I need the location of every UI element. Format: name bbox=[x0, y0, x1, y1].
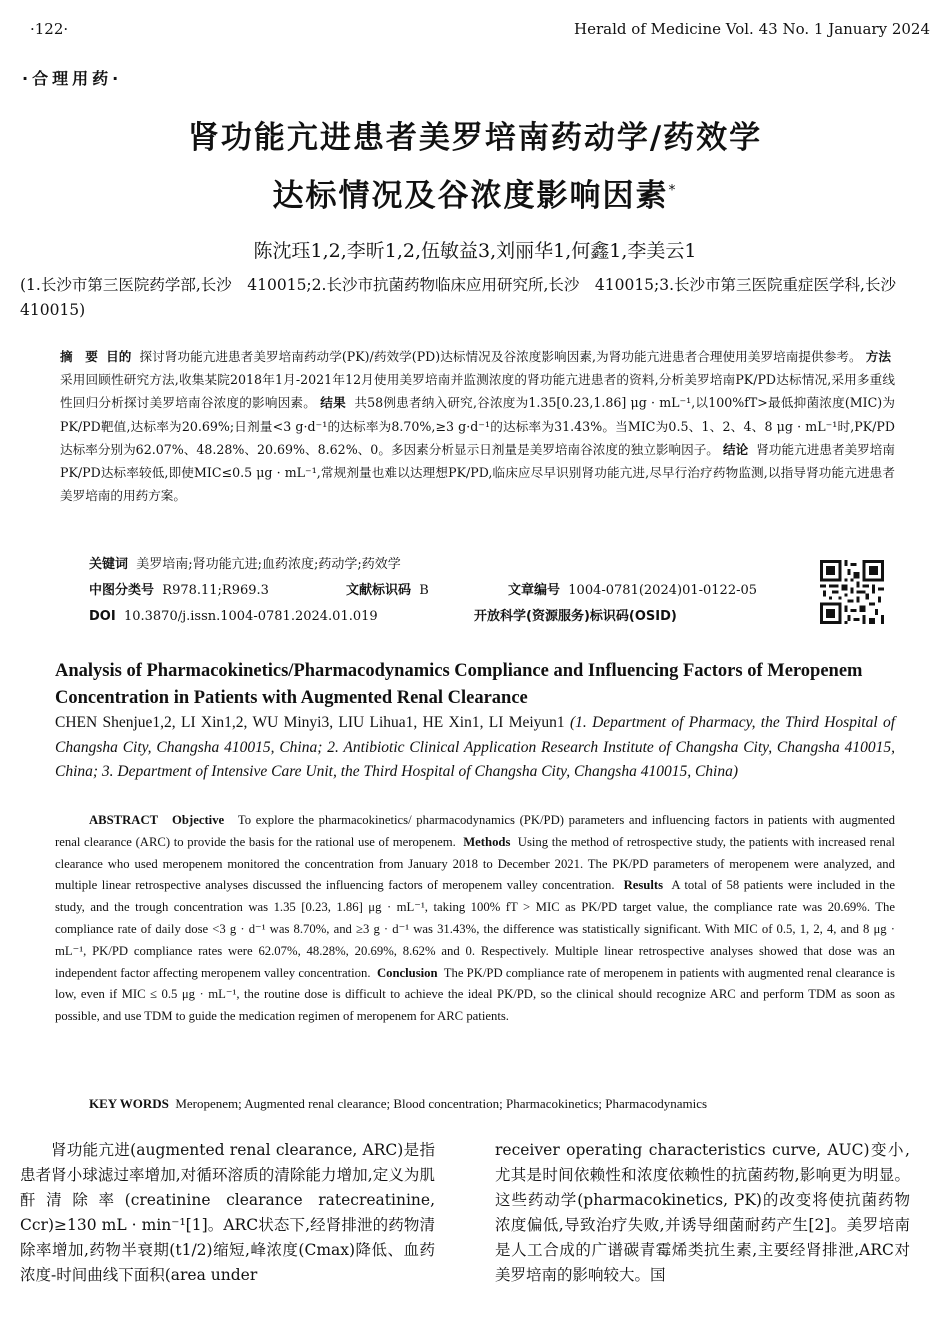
qr-code-icon bbox=[820, 560, 884, 624]
page-number: ·122· bbox=[30, 20, 69, 38]
abstract-cn bbox=[60, 345, 895, 507]
methods-label: 方法 bbox=[865, 349, 891, 364]
authors-en bbox=[55, 711, 895, 785]
abstract-label: 摘 要 bbox=[60, 349, 98, 364]
title-cn-line1: 肾功能亢进患者美罗培南药动学/药效学 bbox=[187, 120, 763, 156]
osid-label: 开放科学(资源服务)标识码(OSID) bbox=[474, 609, 677, 624]
conclusion-en-label: Conclusion bbox=[376, 965, 438, 980]
methods-en-text: Using the method of retrospective study, the patients with increased renal clearance who used meropenem monitored the concentration from January 2018 to December 2021. The PK/PD parameters of meropenem were analyzed, and multiple linear retrospective analyses discussed the influencing factors of meropenem valley concentration. bbox=[55, 834, 896, 893]
objective-en-label: Objective bbox=[172, 813, 225, 827]
affiliation-en: (1. Department of Pharmacy, the Third Hospital of Changsha City, Changsha 410015, China; 2. Antibiotic Clinical Application Research Institute of Changsha City, Changsha 410015, China; 3. Department of Intensive Care Unit, the Third Hospital of Changsha City, Changsha 410015, China) bbox=[55, 714, 895, 780]
conclusion-label: 结论 bbox=[722, 441, 749, 457]
keywords-cn: 关键词 美罗培南;肾功能亢进;血药浓度;药动学;药效学 bbox=[89, 557, 401, 572]
affiliation-cn: (1.长沙市第三医院药学部,长沙 410015;2.长沙市抗菌药物临床应用研究所,长沙 410015;3.长沙市第三医院重症医学科,长沙 410015) bbox=[20, 276, 912, 319]
body-column-left: 肾功能亢进(augmented renal clearance, ARC)是指患者肾小球滤过率增加,对循环溶质的清除能力增加,定义为肌酐清除率(creatinine clearance ratecreatinine, Ccr)≥130 mL · min⁻¹[1]。ARC状态下,经肾排泄的药物清除率增加,药物半衰期(t1/2)缩短,峰浓度(Cmax)降低、血药浓度-时间曲线下面积(area under bbox=[20, 1141, 435, 1284]
title-footnote-mark: * bbox=[668, 182, 678, 199]
abstract-en bbox=[55, 810, 895, 1028]
results-text: 共58例患者纳入研究,谷浓度为1.35[0.23,1.86] μg · mL⁻¹,以100%fT>最低抑菌浓度(MIC)为PK/PD靶值,达标率为20.69%;日剂量<3 g·d⁻¹的达标率为8.70%,≥3 g·d⁻¹的达标率为31.43%。当MIC为0.5、1、2、4、8 μg · mL⁻¹时,PK/PD达标率分别为62.07%、48.28%、20.69%、8.62%、0。多因素分析显示日剂量是美罗培南谷浓度的独立影响因子。 bbox=[60, 395, 896, 457]
title-en: Analysis of Pharmacokinetics/Pharmacodynamics Compliance and Influencing Factors of Meropenem Concentration in Patients with Augmented Renal Clearance bbox=[55, 661, 863, 708]
authors-en-names: CHEN Shenjue1,2, LI Xin1,2, WU Minyi3, LIU Lihua1, HE Xin1, LI Meiyun1 bbox=[55, 714, 565, 731]
conclusion-text: 肾功能亢进患者美罗培南PK/PD达标率较低,即使MIC≤0.5 μg · mL⁻¹,常规剂量也难以达理想PK/PD,临床应尽早识别肾功能亢进,尽早行治疗药物监测,以指导肾功能亢进患者美罗培南的用药方案。 bbox=[60, 441, 896, 504]
journal-header: Herald of Medicine Vol. 43 No. 1 January 2024 bbox=[574, 20, 930, 38]
results-en-text: A total of 58 patients were included in the study, and the trough concentration was 1.35 [0.23, 1.86] μg · mL⁻¹, taking 100% fT > MIC as PK/PD target value, the compliance rate was 20.69%. The compliance rate of daily dose <3 g · d⁻¹ was 8.70%, and ≥3 g · d⁻¹ was 31.43%, the difference was statistically significant. With MIC of 0.5, 1, 2, 4, and 8 μg · mL⁻¹, PK/PD compliance rates were 62.07%, 48.28%, 20.69%, 8.62% and 0. Respectively. Multiple linear retrospective analyses showed that dose was an independent factor affecting meropenem valley concentration. bbox=[55, 878, 895, 980]
conclusion-en-text: The PK/PD compliance rate of meropenem in patients with augmented renal clearance is low, even if MIC ≤ 0.5 μg · mL⁻¹, the routine dose is difficult to achieve the ideal PK/PD, so the clinical should recognize ARC and perform TDM as soon as possible, and use TDM to guide the medication regimen of meropenem for ARC patients. bbox=[55, 965, 895, 1024]
authors-cn: 陈沈珏1,2,李昕1,2,伍敏益3,刘丽华1,何鑫1,李美云1 bbox=[253, 240, 697, 262]
keywords-en: KEY WORDS Meropenem; Augmented renal clearance; Blood concentration; Pharmacokinetics; Pharmacodynamics bbox=[89, 1096, 708, 1111]
methods-text: 采用回顾性研究方法,收集某院2018年1月-2021年12月使用美罗培南并监测浓度的肾功能亢进患者的资料,分析美罗培南PK/PD达标情况,采用多重线性回归分析探讨美罗培南谷浓度的影响因素。 bbox=[60, 372, 895, 411]
objective-en-text: To explore the pharmacokinetics/ pharmacodynamics (PK/PD) parameters and influencing factors in patients with augmented renal clearance (ARC) to provide the basis for the rational use of meropenem. bbox=[55, 813, 896, 849]
section-tag: ·合理用药· bbox=[22, 69, 123, 88]
methods-en-label: Methods bbox=[463, 834, 511, 849]
doi: DOI 10.3870/j.issn.1004-0781.2024.01.019 bbox=[89, 609, 378, 624]
results-en-label: Results bbox=[623, 878, 664, 893]
abstract-en-label: ABSTRACT bbox=[89, 813, 159, 827]
results-label: 结果 bbox=[320, 395, 346, 411]
article-number: 文章编号 1004-0781(2024)01-0122-05 bbox=[508, 583, 758, 598]
objective-label: 目的 bbox=[106, 349, 132, 364]
body-column-right: receiver operating characteristics curve, AUC)变小,尤其是时间依赖性和浓度依赖性的抗菌药物,影响更为明显。这些药动学(pharmacokinetics, PK)的改变将使抗菌药物浓度偏低,导致治疗失败,并诱导细菌耐药产生[2]。美罗培南是人工合成的广谱碳青霉烯类抗生素,主要经肾排泄,ARC对美罗培南的影响较大。国 bbox=[495, 1141, 910, 1284]
title-cn-line2: 达标情况及谷浓度影响因素* bbox=[272, 178, 678, 214]
objective-text: 探讨肾功能亢进患者美罗培南药动学(PK)/药效学(PD)达标情况及谷浓度影响因素,为肾功能亢进患者合理使用美罗培南提供参考。 bbox=[139, 349, 862, 364]
clc-number: 中图分类号 R978.11;R969.3 bbox=[89, 583, 269, 598]
doc-code: 文献标识码 B bbox=[346, 583, 429, 598]
